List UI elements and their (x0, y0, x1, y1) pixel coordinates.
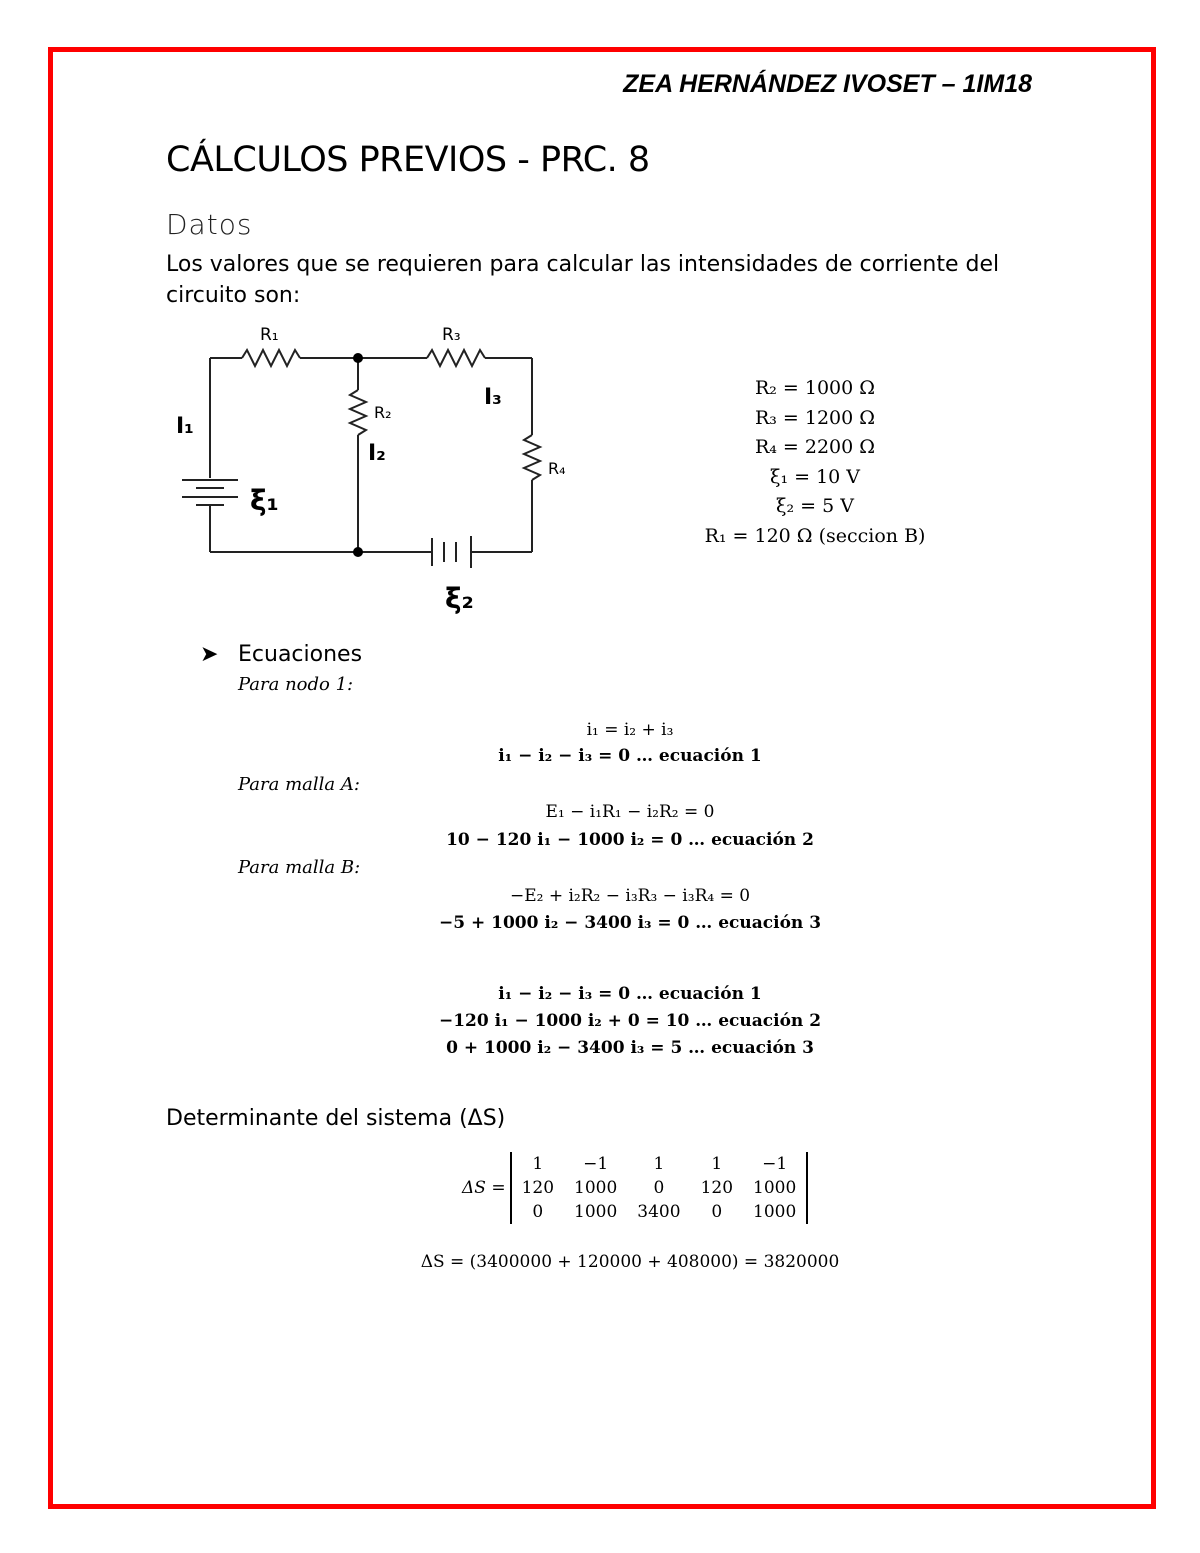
system-equation-2: −120 i₁ − 1000 i₂ + 0 = 10 … ecuación 2 (438, 1011, 822, 1031)
value-e2: ξ₂ = 5 V (776, 495, 854, 517)
matrix-cell: 3400 (637, 1202, 681, 1222)
value-r2: R₂ = 1000 Ω (754, 377, 876, 399)
label-i1: I₁ (176, 414, 194, 439)
value-r4: R₄ = 2200 Ω (754, 436, 876, 458)
section-heading: Datos (166, 208, 253, 241)
label-r4: R₄ (548, 459, 566, 478)
matrix-cell: 1000 (753, 1202, 797, 1222)
value-r1: R₁ = 120 Ω (seccion B) (704, 524, 926, 547)
matrix-cell: 0 (532, 1202, 544, 1222)
matrix-cell: 1 (653, 1154, 665, 1174)
arrow-bullet-icon: ➤ (200, 642, 219, 667)
resistor-r3 (427, 350, 485, 366)
resistor-r2 (350, 390, 366, 435)
matrix-cell: 1 (532, 1154, 544, 1174)
label-e1: ξ₁ (250, 484, 279, 517)
mesh-b-equation-2: −5 + 1000 i₂ − 3400 i₃ = 0 … ecuación 3 (438, 913, 822, 933)
matrix-cell: 120 (700, 1178, 734, 1198)
mesh-a-equation-1: E₁ − i₁R₁ − i₂R₂ = 0 (545, 802, 715, 822)
equations-heading (200, 642, 362, 667)
matrix-cell: 0 (711, 1202, 723, 1222)
matrix-cell: −1 (583, 1154, 609, 1174)
label-r1: R₁ (260, 325, 279, 345)
circuit-diagram (160, 318, 600, 628)
matrix-cell: 0 (653, 1178, 665, 1198)
resistor-r1 (242, 350, 300, 366)
label-r3: R₃ (442, 325, 461, 345)
determinant-matrix (452, 1152, 808, 1224)
label-i3: I₃ (484, 385, 502, 410)
mesh-a-label: Para malla A: (238, 774, 360, 795)
label-r2: R₂ (374, 403, 392, 422)
value-r3: R₃ = 1200 Ω (754, 406, 876, 429)
given-values (680, 374, 950, 551)
matrix-cell: −1 (762, 1154, 788, 1174)
determinant-lhs: ΔS = (462, 1178, 506, 1198)
mesh-b-equation-1: −E₂ + i₂R₂ − i₃R₃ − i₃R₄ = 0 (509, 886, 751, 906)
node-top (353, 353, 363, 363)
determinant-label: Determinante del sistema (ΔS) (166, 1106, 506, 1131)
label-e2: ξ₂ (445, 582, 474, 615)
page-title: CÁLCULOS PREVIOS - PRC. 8 (166, 140, 650, 180)
mesh-a-equation-2: 10 − 120 i₁ − 1000 i₂ = 0 … ecuación 2 (446, 830, 814, 850)
matrix-cell: 1 (711, 1154, 723, 1174)
value-e1: ξ₁ = 10 V (769, 465, 861, 488)
matrix-cell: 1000 (574, 1178, 618, 1198)
resistor-r4 (524, 435, 540, 480)
node-equation-2: i₁ − i₂ − i₃ = 0 … ecuación 1 (498, 746, 762, 766)
mesh-b-label: Para malla B: (238, 857, 361, 878)
determinant-result: ΔS = (3400000 + 120000 + 408000) = 3820000 (420, 1252, 840, 1272)
system-equation-3: 0 + 1000 i₂ − 3400 i₃ = 5 … ecuación 3 (446, 1038, 814, 1058)
author-header: ZEA HERNÁNDEZ IVOSET – 1IM18 (623, 70, 1032, 98)
label-i2: I₂ (368, 441, 386, 466)
node-bottom (353, 547, 363, 557)
node-label: Para nodo 1: (238, 674, 354, 695)
matrix-cell: 1000 (574, 1202, 618, 1222)
equations-heading-text: Ecuaciones (238, 642, 363, 667)
matrix-cell: 1000 (753, 1178, 797, 1198)
node-equation-1: i₁ = i₂ + i₃ (586, 720, 674, 740)
matrix-cell: 120 (521, 1178, 555, 1198)
intro-paragraph: Los valores que se requieren para calcular las intensidades de corriente del circuito son: (166, 252, 1000, 308)
system-equation-1: i₁ − i₂ − i₃ = 0 … ecuación 1 (498, 984, 762, 1004)
